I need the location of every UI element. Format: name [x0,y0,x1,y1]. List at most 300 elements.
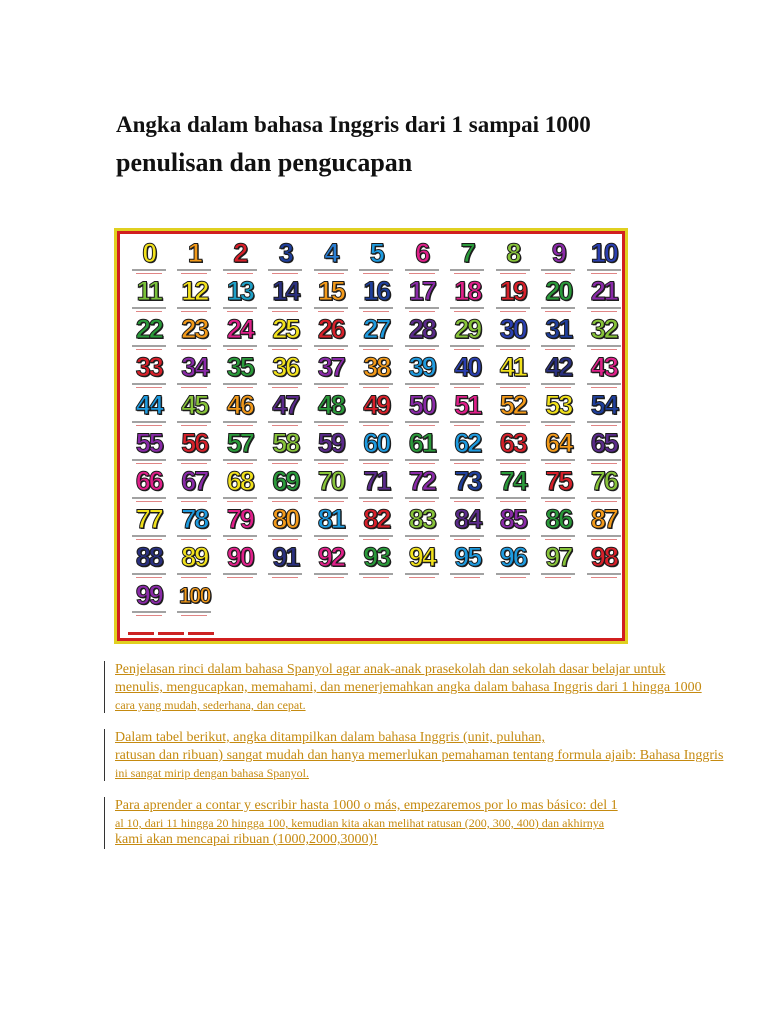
number-cell [308,430,354,468]
number-glyph: 93 [363,542,390,572]
number-cell [354,316,400,354]
number-glyph: 8 [506,238,520,268]
number-word-caption [359,421,393,423]
number-pronunciation-caption [227,501,253,502]
number-glyph: 19 [499,276,526,306]
paragraph-line[interactable]: Penjelasan rinci dalam bahasa Spanyol agar anak-anak prasekolah dan sekolah dasar belajar untuk [115,662,666,677]
number-glyph: 61 [408,428,435,458]
number-pronunciation-caption [454,577,480,578]
number-word-caption [132,383,166,385]
number-word-caption [541,535,575,537]
number-pronunciation-caption [136,615,162,616]
number-word-caption [405,345,439,347]
number-word-caption [132,535,166,537]
number-word-caption [405,383,439,385]
number-pronunciation-caption [272,273,298,274]
number-glyph: 11 [136,276,162,306]
number-pronunciation-caption [409,425,435,426]
number-glyph: 23 [181,314,208,344]
number-word-caption [359,535,393,537]
number-glyph: 89 [181,542,208,572]
number-cell [445,392,491,430]
number-pronunciation-caption [545,349,571,350]
number-glyph: 26 [317,314,344,344]
number-pronunciation-caption [181,387,207,388]
number-pronunciation-caption [363,539,389,540]
number-pronunciation-caption [545,577,571,578]
number-cell [308,392,354,430]
number-word-caption [405,307,439,309]
number-glyph: 56 [181,428,208,458]
number-glyph: 41 [499,352,526,382]
number-glyph: 46 [226,390,253,420]
number-word-caption [268,345,302,347]
number-cell [172,506,218,544]
number-word-caption [359,383,393,385]
number-cell [354,278,400,316]
number-pronunciation-caption [227,311,253,312]
number-pronunciation-caption [363,425,389,426]
number-word-caption [177,345,211,347]
number-pronunciation-caption [227,387,253,388]
number-pronunciation-caption [318,273,344,274]
number-glyph: 72 [408,466,435,496]
number-cell [308,506,354,544]
paragraph-line[interactable]: Para aprender a contar y escribir hasta 1000 o más, empezaremos por lo mas básico: del 1 [115,798,618,813]
number-glyph: 37 [317,352,344,382]
number-cell [490,430,536,468]
number-word-caption [541,497,575,499]
number-word-caption [359,345,393,347]
number-cell [354,240,400,278]
number-cell [581,506,627,544]
number-cell [445,240,491,278]
document-title-line1: Angka dalam bahasa Inggris dari 1 sampai 1000 [116,112,591,137]
number-chart-image [114,228,628,644]
number-glyph: 97 [545,542,572,572]
number-cell [308,316,354,354]
number-glyph: 36 [272,352,299,382]
number-pronunciation-caption [454,463,480,464]
number-glyph: 42 [545,352,572,382]
number-pronunciation-caption [136,387,162,388]
number-glyph: 21 [590,276,617,306]
number-cell [445,506,491,544]
paragraph-line[interactable]: kami akan mencapai ribuan (1000,2000,3000)! [115,832,378,847]
paragraph-line[interactable]: menulis, mengucapkan, memahami, dan menerjemahkan angka dalam bahasa Inggris dari 1 hingga 1000 [115,680,702,695]
number-word-caption [177,497,211,499]
number-cell [263,354,309,392]
number-pronunciation-caption [363,311,389,312]
number-cell [354,506,400,544]
number-glyph: 31 [545,314,572,344]
number-cell [217,506,263,544]
number-cell [172,240,218,278]
number-glyph: 73 [454,466,481,496]
number-pronunciation-caption [591,539,617,540]
number-pronunciation-caption [500,463,526,464]
number-cell [581,278,627,316]
number-word-caption [314,535,348,537]
number-word-caption [268,573,302,575]
number-glyph: 40 [454,352,481,382]
number-cell [126,354,172,392]
number-cell [217,468,263,506]
number-cell [172,544,218,582]
number-cell [354,392,400,430]
number-pronunciation-caption [227,577,253,578]
number-cell [581,544,627,582]
number-cell [126,544,172,582]
number-word-caption [496,383,530,385]
number-glyph: 92 [317,542,344,572]
number-word-caption [541,383,575,385]
number-pronunciation-caption [272,387,298,388]
number-word-caption [132,345,166,347]
number-cell [354,544,400,582]
number-word-caption [314,459,348,461]
number-pronunciation-caption [545,501,571,502]
number-cell [172,316,218,354]
number-word-caption [359,497,393,499]
number-word-caption [268,497,302,499]
number-cell [217,392,263,430]
number-pronunciation-caption [454,311,480,312]
number-glyph: 74 [499,466,526,496]
number-pronunciation-caption [181,425,207,426]
number-pronunciation-caption [227,425,253,426]
number-glyph: 28 [408,314,435,344]
number-pronunciation-caption [454,501,480,502]
number-pronunciation-caption [363,501,389,502]
number-word-caption [405,497,439,499]
number-glyph: 51 [454,390,481,420]
number-cell [217,544,263,582]
number-glyph: 81 [317,504,344,534]
number-pronunciation-caption [181,463,207,464]
number-glyph: 57 [226,428,253,458]
number-glyph: 52 [499,390,526,420]
number-glyph: 67 [181,466,208,496]
number-word-caption [132,307,166,309]
number-pronunciation-caption [272,539,298,540]
number-glyph: 0 [142,238,156,268]
number-glyph: 96 [499,542,526,572]
number-pronunciation-caption [181,273,207,274]
number-pronunciation-caption [409,349,435,350]
number-cell [308,354,354,392]
number-cell [263,468,309,506]
number-cell [490,544,536,582]
number-pronunciation-caption [363,463,389,464]
number-word-caption [314,345,348,347]
number-glyph: 17 [408,276,435,306]
number-word-caption [223,345,257,347]
number-word-caption [450,269,484,271]
number-cell [581,392,627,430]
number-cell [536,354,582,392]
number-word-caption [450,573,484,575]
number-glyph: 68 [226,466,253,496]
number-word-caption [587,269,621,271]
number-word-caption [132,269,166,271]
number-glyph: 18 [454,276,481,306]
number-glyph: 69 [272,466,299,496]
number-glyph: 82 [363,504,390,534]
number-pronunciation-caption [591,463,617,464]
number-word-caption [496,345,530,347]
number-word-caption [587,573,621,575]
number-pronunciation-caption [136,349,162,350]
number-word-caption [496,421,530,423]
number-pronunciation-caption [409,539,435,540]
number-glyph: 24 [226,314,253,344]
number-pronunciation-caption [500,577,526,578]
number-pronunciation-caption [272,501,298,502]
number-pronunciation-caption [318,539,344,540]
number-word-caption [268,383,302,385]
number-word-caption [359,459,393,461]
number-word-caption [496,497,530,499]
number-glyph: 66 [135,466,162,496]
number-pronunciation-caption [591,577,617,578]
number-pronunciation-caption [136,539,162,540]
number-pronunciation-caption [181,539,207,540]
number-word-caption [359,269,393,271]
number-pronunciation-caption [454,349,480,350]
number-cell [399,430,445,468]
number-cell [126,240,172,278]
number-word-caption [541,269,575,271]
number-pronunciation-caption [545,311,571,312]
number-word-caption [359,307,393,309]
number-cell [490,392,536,430]
number-word-caption [405,459,439,461]
number-glyph: 3 [278,238,292,268]
number-pronunciation-caption [136,273,162,274]
number-word-caption [177,459,211,461]
number-cell [126,468,172,506]
number-cell [217,430,263,468]
number-glyph: 14 [272,276,299,306]
number-glyph: 62 [454,428,481,458]
number-word-caption [177,611,211,613]
number-pronunciation-caption [454,273,480,274]
number-pronunciation-caption [181,615,207,616]
number-word-caption [496,535,530,537]
document-title-line2: penulisan dan pengucapan [116,148,413,177]
paragraph-line[interactable]: Dalam tabel berikut, angka ditampilkan dalam bahasa Inggris (unit, puluhan, [115,730,545,745]
number-pronunciation-caption [500,273,526,274]
number-glyph: 86 [545,504,572,534]
number-glyph: 99 [135,580,162,610]
number-cell [126,392,172,430]
number-word-caption [450,383,484,385]
number-pronunciation-caption [500,501,526,502]
number-cell [308,240,354,278]
number-cell [172,430,218,468]
number-cell [263,240,309,278]
number-word-caption [223,459,257,461]
number-pronunciation-caption [454,387,480,388]
number-pronunciation-caption [545,425,571,426]
number-glyph: 29 [454,314,481,344]
number-word-caption [496,307,530,309]
number-pronunciation-caption [500,387,526,388]
number-cell [172,354,218,392]
number-cell [490,354,536,392]
number-cell [308,278,354,316]
number-word-caption [496,573,530,575]
number-cell [126,278,172,316]
number-cell [308,544,354,582]
number-cell [536,430,582,468]
number-word-caption [223,573,257,575]
number-pronunciation-caption [272,425,298,426]
number-word-caption [450,459,484,461]
number-cell [126,506,172,544]
number-glyph: 95 [454,542,481,572]
number-glyph: 4 [324,238,338,268]
number-cell [354,354,400,392]
number-word-caption [405,535,439,537]
number-pronunciation-caption [136,311,162,312]
number-pronunciation-caption [545,273,571,274]
number-cell [263,316,309,354]
number-word-caption [541,459,575,461]
number-glyph: 38 [363,352,390,382]
number-word-caption [223,269,257,271]
number-word-caption [587,421,621,423]
number-pronunciation-caption [181,311,207,312]
number-cell [217,354,263,392]
number-pronunciation-caption [272,577,298,578]
number-cell [126,430,172,468]
number-pronunciation-caption [227,349,253,350]
number-cell [399,354,445,392]
number-cell [399,316,445,354]
number-cell [263,544,309,582]
number-word-caption [405,269,439,271]
number-word-caption [587,535,621,537]
number-pronunciation-caption [545,387,571,388]
number-cell [445,316,491,354]
number-glyph: 79 [226,504,253,534]
number-pronunciation-caption [227,463,253,464]
number-word-caption [405,421,439,423]
number-cell [399,506,445,544]
number-word-caption [132,459,166,461]
number-pronunciation-caption [181,577,207,578]
number-pronunciation-caption [227,539,253,540]
number-word-caption [132,573,166,575]
number-word-caption [450,535,484,537]
number-word-caption [223,535,257,537]
number-cell [217,278,263,316]
number-cell [308,468,354,506]
number-pronunciation-caption [500,311,526,312]
number-pronunciation-caption [454,539,480,540]
number-cell [172,582,218,620]
number-glyph: 50 [408,390,435,420]
number-glyph: 44 [135,390,162,420]
number-pronunciation-caption [136,463,162,464]
number-glyph: 12 [181,276,208,306]
paragraph-line[interactable]: al 10, dari 11 hingga 20 hingga 100, kemudian kita akan melihat ratusan (200, 300, 400) dan akhirnya [115,816,605,830]
number-glyph: 76 [590,466,617,496]
number-word-caption [177,421,211,423]
number-cell [490,468,536,506]
number-cell [445,430,491,468]
number-glyph: 39 [408,352,435,382]
paragraph-1 [104,661,734,713]
number-cell [399,544,445,582]
number-word-caption [587,345,621,347]
number-word-caption [268,421,302,423]
number-pronunciation-caption [136,577,162,578]
number-word-caption [450,421,484,423]
number-pronunciation-caption [591,349,617,350]
number-word-caption [541,573,575,575]
number-glyph: 15 [317,276,344,306]
number-glyph: 55 [135,428,162,458]
number-pronunciation-caption [181,349,207,350]
number-word-caption [450,497,484,499]
number-word-caption [223,497,257,499]
number-pronunciation-caption [454,425,480,426]
number-word-caption [405,573,439,575]
number-word-caption [359,573,393,575]
number-glyph: 54 [590,390,617,420]
number-cell [126,316,172,354]
number-glyph: 94 [408,542,435,572]
number-word-caption [541,307,575,309]
number-glyph: 70 [317,466,344,496]
number-word-caption [223,421,257,423]
number-word-caption [496,269,530,271]
number-pronunciation-caption [318,463,344,464]
number-word-caption [450,345,484,347]
number-glyph: 16 [363,276,390,306]
number-pronunciation-caption [409,387,435,388]
number-cell [490,506,536,544]
number-word-caption [587,497,621,499]
number-glyph: 78 [181,504,208,534]
number-word-caption [132,497,166,499]
number-glyph: 64 [545,428,572,458]
number-pronunciation-caption [318,387,344,388]
chart-footer-strip [128,632,218,635]
number-cell [399,392,445,430]
number-glyph: 65 [590,428,617,458]
number-glyph: 47 [272,390,299,420]
paragraph-2 [104,729,734,781]
paragraph-line[interactable]: cara yang mudah, sederhana, dan cepat. [115,698,306,712]
number-glyph: 34 [181,352,208,382]
paragraph-line[interactable]: ratusan dan ribuan) sangat mudah dan hanya memerlukan pemahaman tentang formula ajaib: Bahasa Inggris [115,748,724,763]
number-word-caption [314,307,348,309]
number-pronunciation-caption [272,463,298,464]
number-cell [536,544,582,582]
paragraph-line[interactable]: ini sangat mirip dengan bahasa Spanyol. [115,766,309,780]
number-pronunciation-caption [318,577,344,578]
number-cell [354,430,400,468]
number-pronunciation-caption [409,273,435,274]
number-cell [581,468,627,506]
number-cell [399,278,445,316]
number-glyph: 49 [363,390,390,420]
number-pronunciation-caption [409,501,435,502]
